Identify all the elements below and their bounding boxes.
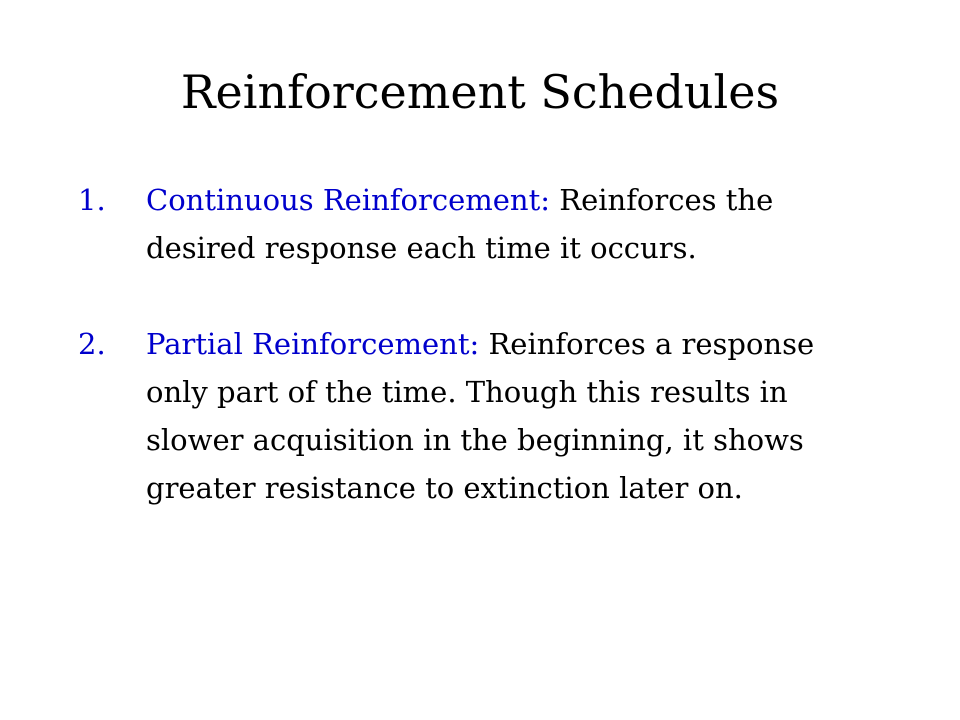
- slide-title: Reinforcement Schedules: [180, 65, 780, 119]
- list-item-description: Reinforces the desired response each time it occurs.: [146, 183, 774, 265]
- list-item: [78, 320, 878, 512]
- reinforcement-list: [78, 176, 878, 512]
- list-item-number: 2.: [78, 327, 106, 361]
- list-item-description: Reinforces a response only part of the time. Though this results in slower acquisition in the beginning, it shows greater resistance to extinction later on.: [146, 327, 815, 505]
- list-item-term: Continuous Reinforcement:: [146, 183, 560, 217]
- list-item-number: 1.: [78, 183, 106, 217]
- list-item-term: Partial Reinforcement:: [146, 327, 489, 361]
- list-item: [78, 176, 878, 272]
